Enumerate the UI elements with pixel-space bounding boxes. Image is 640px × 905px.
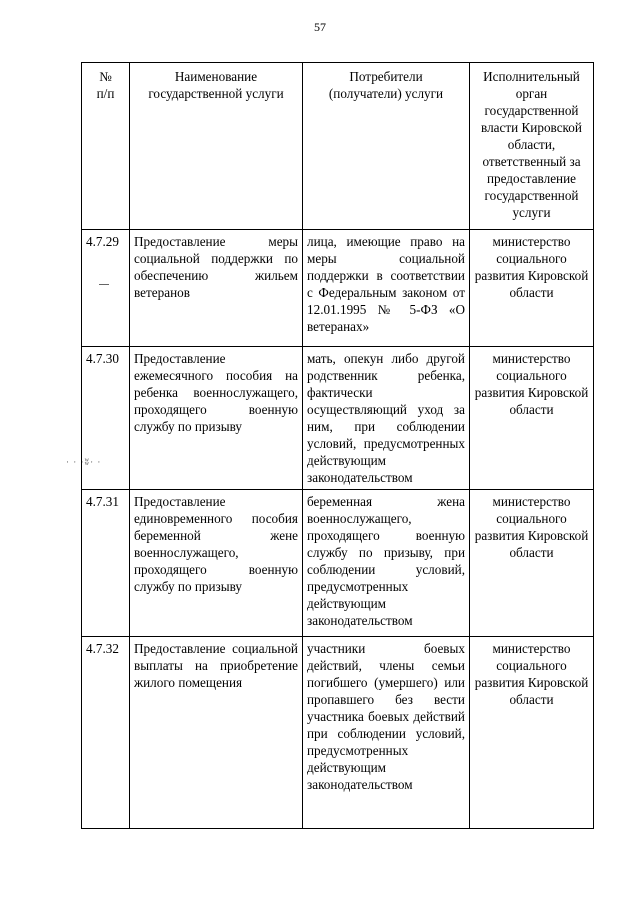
services-table (81, 62, 594, 829)
row-consumers: беременная жена военнослужащего, проходящего военную службу по призыву, при соблюдении условий, предусмотренных действующим законодательством (303, 490, 470, 637)
row-authority: министерство социального развития Кировской области (470, 637, 594, 829)
row-authority: министерство социального развития Кировской области (470, 230, 594, 347)
row-service: Предоставление социальной выплаты на приобретение жилого помещения (130, 637, 303, 829)
table-row (82, 230, 594, 347)
header-consumers: Потребители (получатели) услуги (303, 63, 470, 230)
table-row (82, 490, 594, 637)
row-consumers: лица, имеющие право на меры социальной поддержки в соответствии с Федеральным законом от 12.01.1995 № 5-ФЗ «О ветеранах» (303, 230, 470, 347)
row-authority: министерство социального развития Кировской области (470, 347, 594, 490)
row-number: 4.7.32 (82, 637, 130, 829)
table-row (82, 347, 594, 490)
header-authority: Исполнительный орган государственной власти Кировской области, ответственный за предоставление государственной услуги (470, 63, 594, 230)
row-consumers: участники боевых действий, члены семьи погибшего (умершего) или пропавшего без вести участника боевых действий при соблюдении условий, предусмотренных действующим законодательством (303, 637, 470, 829)
row-number: 4.7.30 (82, 347, 130, 490)
page-number: 57 (314, 20, 326, 34)
scan-specks: · · ·ʬ· · (66, 457, 102, 467)
row-service: Предоставление ежемесячного пособия на ребенка военнослужащего, проходящего военную службу по призыву (130, 347, 303, 490)
row-service: Предоставление единовременного пособия беременной жене военнослужащего, проходящего военную службу по призыву (130, 490, 303, 637)
table-row (82, 637, 594, 829)
header-service: Наименование государственной услуги (130, 63, 303, 230)
table-header-row (82, 63, 594, 230)
row-number: 4.7.31 (82, 490, 130, 637)
row-authority: министерство социального развития Кировской области (470, 490, 594, 637)
row-number: 4.7.29 (82, 230, 130, 347)
header-number: № п/п (82, 63, 130, 230)
row-consumers: мать, опекун либо другой родственник ребенка, фактически осуществляющий уход за ним, при соблюдении условий, предусмотренных действующим законодательством (303, 347, 470, 490)
row-service: Предоставление меры социальной поддержки по обеспечению жильем ветеранов (130, 230, 303, 347)
